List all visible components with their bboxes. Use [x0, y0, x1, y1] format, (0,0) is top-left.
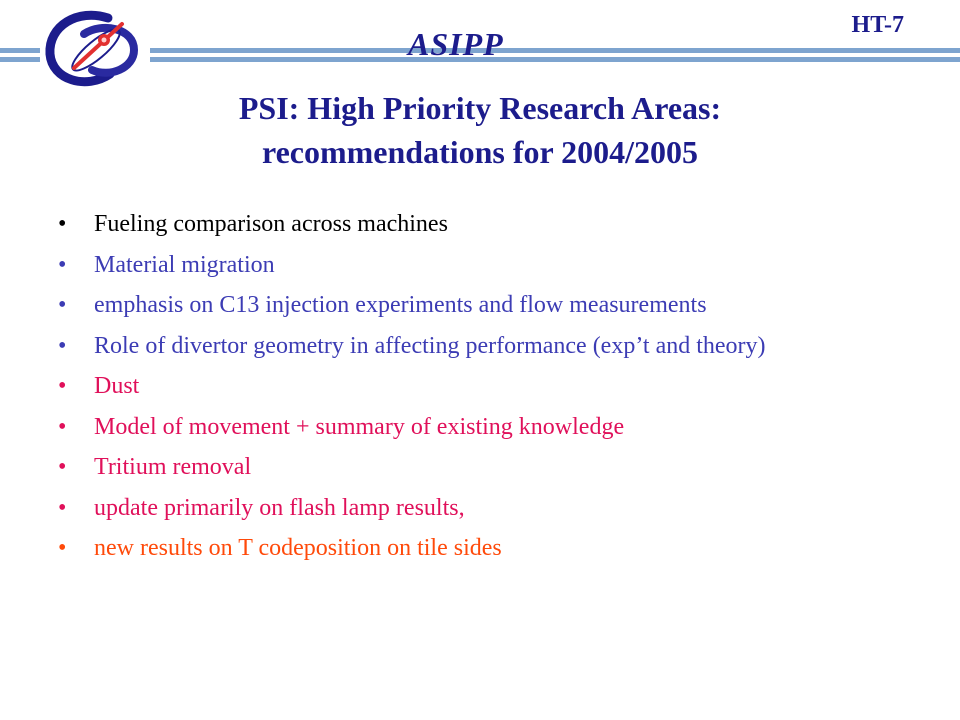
bullet-text: Tritium removal [94, 454, 252, 480]
bullet-text: update primarily on flash lamp results, [94, 494, 465, 521]
project-code: HT-7 [851, 12, 904, 38]
bullet-text: Fueling comparison across machines [94, 211, 448, 237]
bullet-item [58, 494, 918, 522]
bullet-item [58, 251, 918, 279]
bullet-item [58, 291, 918, 319]
bullet-dot: • [58, 373, 67, 399]
bullet-item [58, 332, 918, 360]
bullet-text: Model of movement + summary of existing knowledge [94, 413, 625, 440]
slide-title-line-1: PSI: High Priority Research Areas: [238, 90, 722, 126]
header-stripe [0, 57, 40, 62]
bullet-item [58, 210, 918, 238]
org-name: ASIPP [408, 26, 504, 62]
bullet-item [58, 534, 918, 562]
bullet-dot: • [58, 494, 67, 521]
header-stripe [150, 57, 960, 62]
slide-title-line-2: recommendations for 2004/2005 [261, 134, 699, 170]
bullet-dot: • [58, 454, 67, 480]
bullet-dot: • [58, 251, 67, 278]
header-stripe [0, 48, 40, 53]
bullet-text: emphasis on C13 injection experiments and flow measurements [94, 292, 707, 318]
bullet-text: Dust [94, 373, 140, 399]
bullet-dot: • [58, 211, 67, 237]
bullet-item [58, 413, 918, 441]
bullet-dot: • [58, 292, 67, 318]
bullet-text: Material migration [94, 251, 275, 278]
slide-title [0, 86, 960, 174]
bullet-item [58, 453, 918, 481]
bullet-list [58, 210, 918, 575]
bullet-text: new results on T codeposition on tile sides [94, 535, 502, 561]
asipp-logo-icon [38, 4, 148, 92]
bullet-dot: • [58, 332, 67, 359]
bullet-dot: • [58, 535, 67, 561]
bullet-dot: • [58, 413, 67, 440]
bullet-item [58, 372, 918, 400]
bullet-text: Role of divertor geometry in affecting performance (exp’t and theory) [94, 332, 766, 359]
header-stripe [150, 48, 960, 53]
